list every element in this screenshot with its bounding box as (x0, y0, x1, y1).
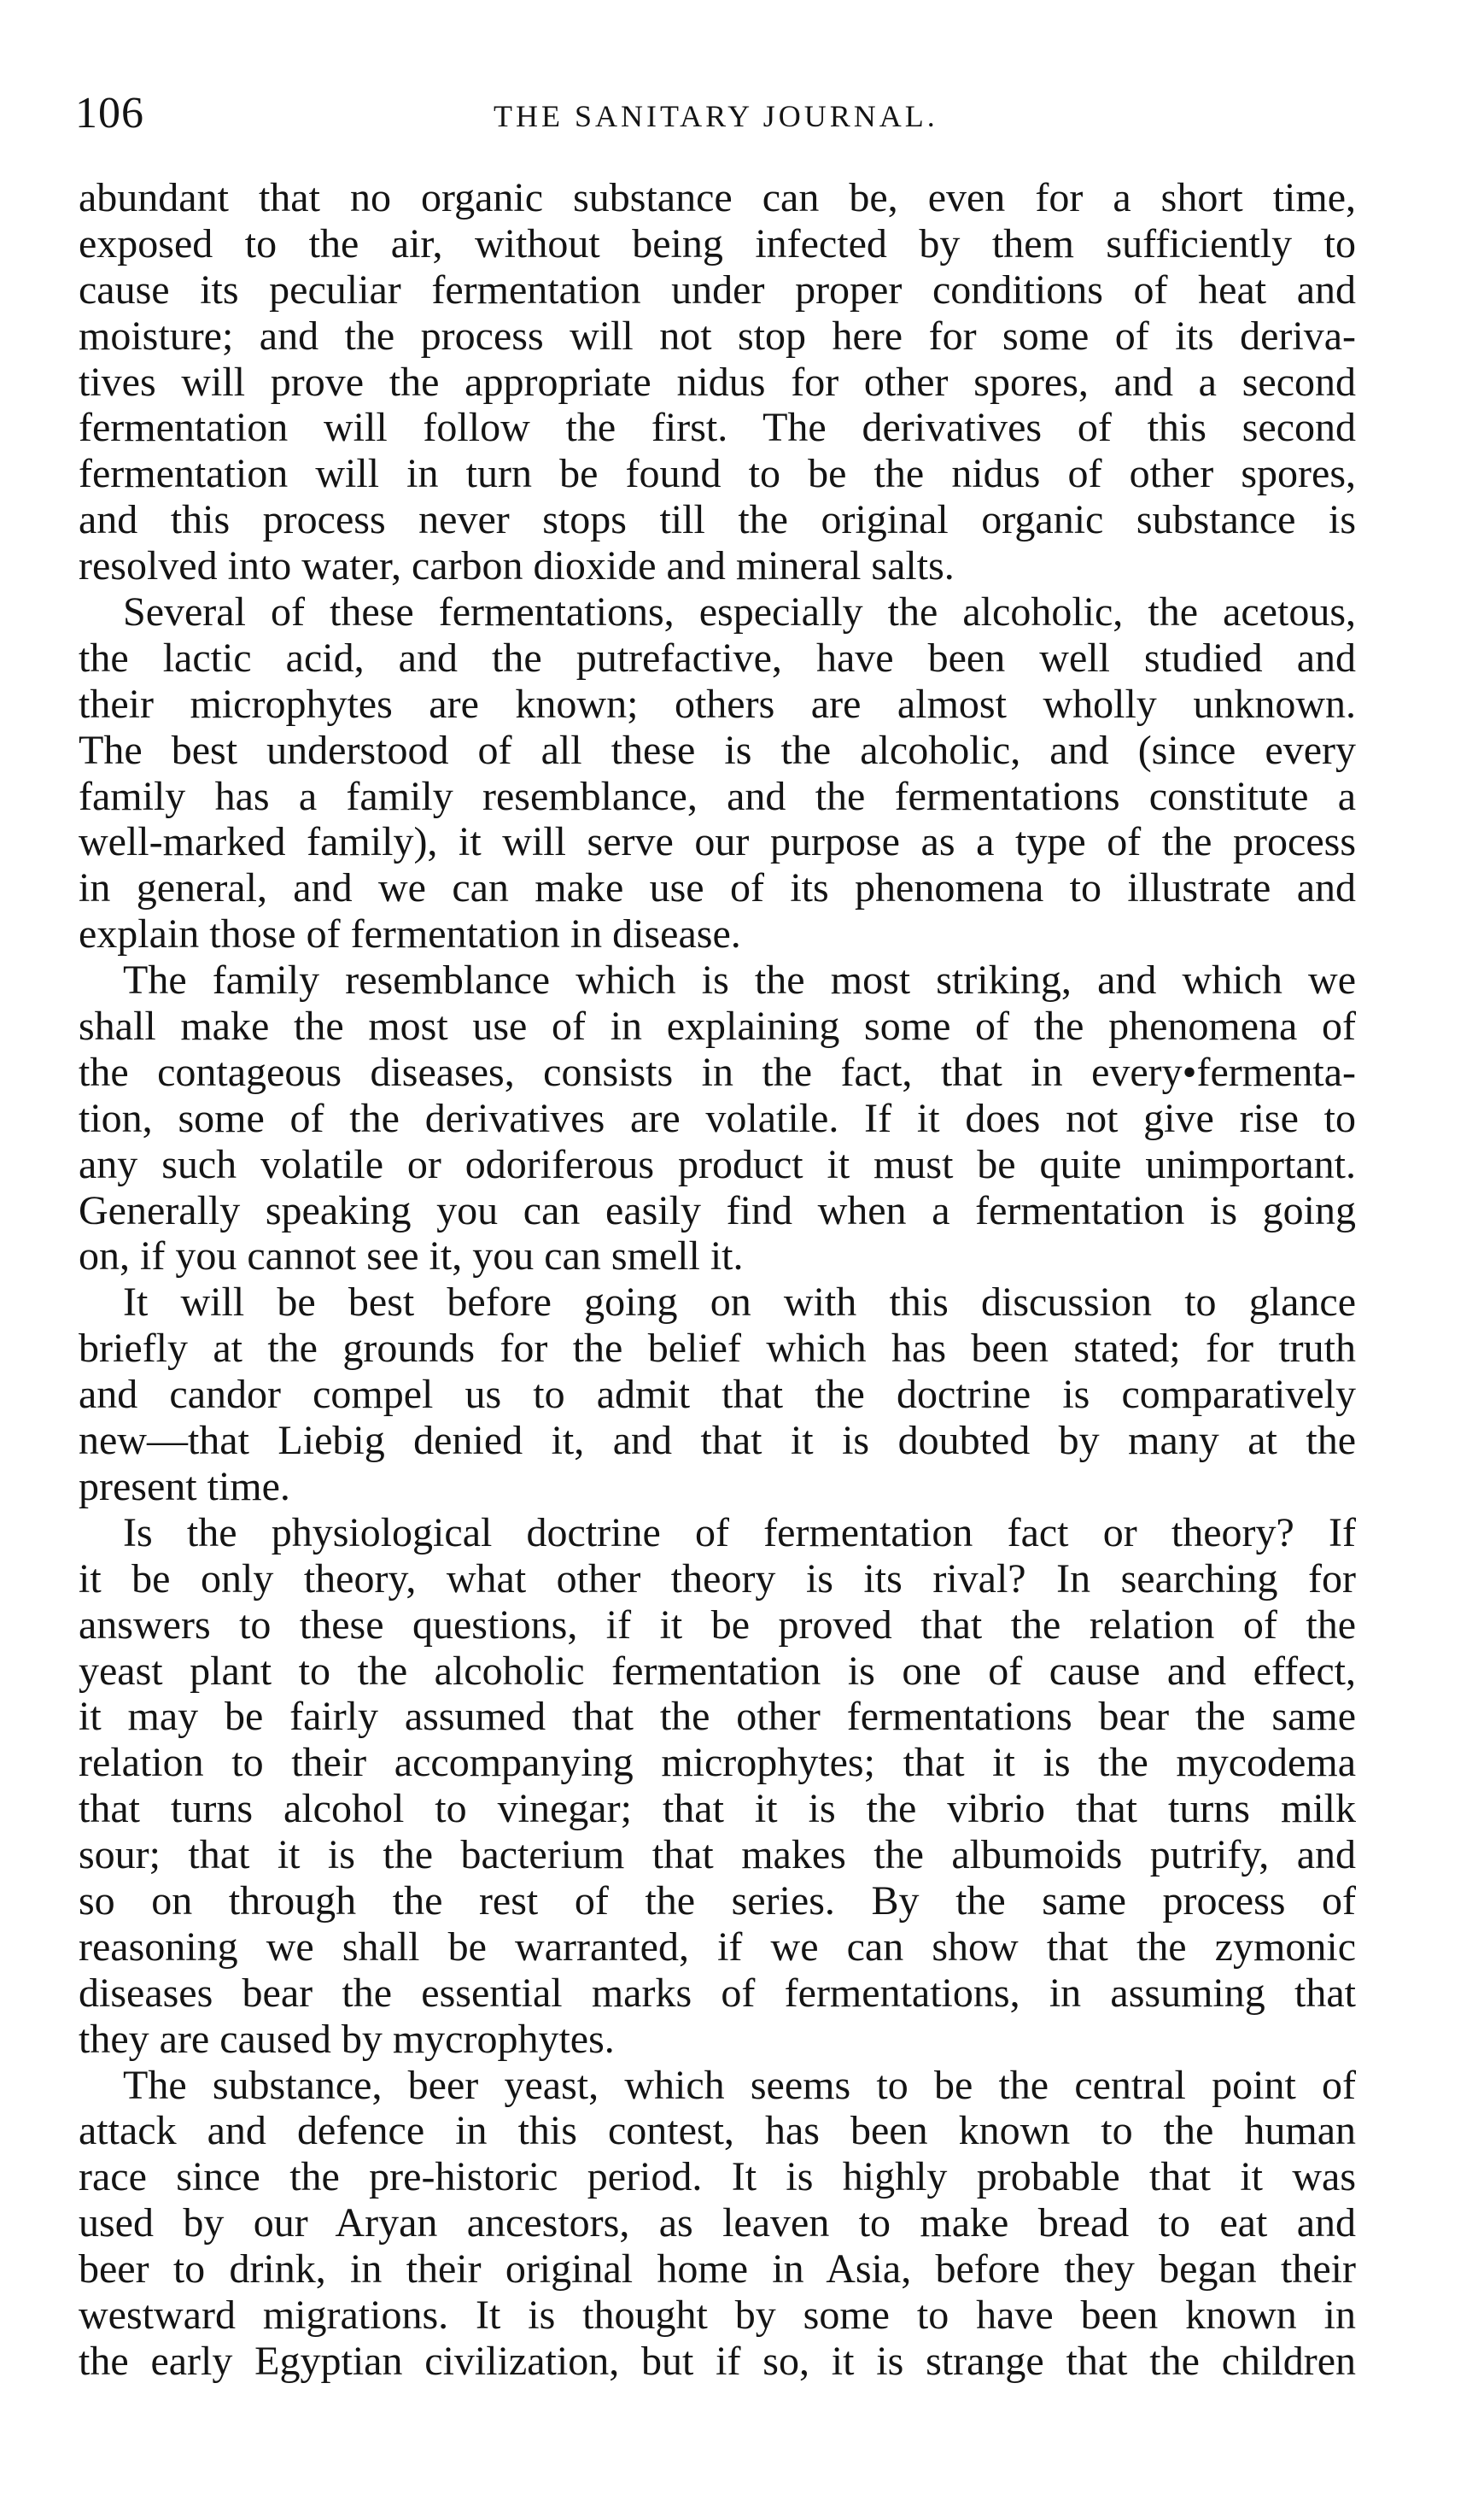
text-line: The substance, beer yeast, which seems to be the central point of (123, 2062, 1356, 2108)
text-line: attack and defence in this contest, has been known to the human (79, 2108, 1356, 2154)
text-line: on, if you cannot see it, you can smell it. (79, 1233, 744, 1279)
text-line: shall make the most use of in explaining some of the phenomena of (79, 1004, 1356, 1050)
body-text (79, 175, 1356, 2385)
text-line: the contageous diseases, consists in the fact, that in every•fermenta- (79, 1049, 1356, 1095)
text-line: new—that Liebig denied it, and that it is doubted by many at the (79, 1418, 1356, 1464)
paragraph (79, 957, 1356, 1279)
text-line: westward migrations. It is thought by some to have been known in (79, 2292, 1356, 2338)
text-line: reasoning we shall be warranted, if we can show that the zymonic (79, 1924, 1356, 1970)
text-line: the lactic acid, and the putrefactive, have been well studied and (79, 635, 1356, 681)
paragraph (79, 1279, 1356, 1509)
text-line: their microphytes are known; others are almost wholly unknown. (79, 681, 1356, 727)
text-line: the early Egyptian civilization, but if so, it is strange that the children (79, 2338, 1356, 2384)
text-line: yeast plant to the alcoholic fermentation is one of cause and effect, (79, 1648, 1356, 1694)
text-line: sour; that it is the bacterium that makes the albumoids putrify, and (79, 1832, 1356, 1878)
running-head (75, 84, 1356, 143)
text-line: tion, some of the derivatives are volatile. If it does not give rise to (79, 1095, 1356, 1141)
text-line: it may be fairly assumed that the other fermentations bear the same (79, 1694, 1356, 1740)
text-line: it be only theory, what other theory is its rival? In searching for (79, 1555, 1356, 1601)
text-line: and candor compel us to admit that the doctrine is comparatively (79, 1372, 1356, 1418)
text-line: diseases bear the essential marks of fermentations, in assuming that (79, 1970, 1356, 2016)
text-line: exposed to the air, without being infected by them sufficiently to (79, 220, 1356, 266)
text-line: used by our Aryan ancestors, as leaven to make bread to eat and (79, 2200, 1356, 2246)
text-line: resolved into water, carbon dioxide and mineral salts. (79, 543, 955, 589)
text-line: family has a family resemblance, and the fermentations constitute a (79, 773, 1356, 819)
paragraph (79, 1510, 1356, 2063)
text-line: relation to their accompanying microphytes; that it is the mycodema (79, 1740, 1356, 1786)
text-line: beer to drink, in their original home in Asia, before they began their (79, 2246, 1356, 2292)
text-line: in general, and we can make use of its phenomena to illustrate and (79, 865, 1356, 911)
text-line: cause its peculiar fermentation under proper conditions of heat and (79, 266, 1356, 313)
page-number: 106 (75, 89, 144, 138)
paragraph (79, 175, 1356, 589)
text-line: Generally speaking you can easily find when a fermentation is going (79, 1187, 1356, 1233)
text-line: and this process never stops till the original organic substance is (79, 497, 1356, 543)
text-line: The best understood of all these is the alcoholic, and (since every (79, 727, 1356, 773)
text-line: fermentation will follow the first. The derivatives of this second (79, 405, 1356, 451)
text-line: briefly at the grounds for the belief which has been stated; for truth (79, 1326, 1356, 1372)
text-line: The family resemblance which is the most striking, and which we (123, 957, 1356, 1004)
text-line: so on through the rest of the series. By the same process of (79, 1877, 1356, 1924)
text-line: tives will prove the appropriate nidus for other spores, and a second (79, 359, 1356, 405)
text-line: race since the pre-historic period. It is highly probable that it was (79, 2154, 1356, 2200)
text-line: answers to these questions, if it be proved that the relation of the (79, 1601, 1356, 1648)
text-line: explain those of fermentation in disease. (79, 911, 741, 957)
text-line: that turns alcohol to vinegar; that it is the vibrio that turns milk (79, 1786, 1356, 1832)
text-line: Several of these fermentations, especially the alcoholic, the acetous, (123, 589, 1356, 635)
paragraph (79, 589, 1356, 957)
text-line: Is the physiological doctrine of fermentation fact or theory? If (123, 1509, 1356, 1555)
text-line: present time. (79, 1463, 290, 1509)
text-line: any such volatile or odoriferous product it must be quite unimportant. (79, 1141, 1356, 1187)
text-line: they are caused by mycrophytes. (79, 2016, 615, 2062)
text-line: moisture; and the process will not stop here for some of its deriva- (79, 313, 1356, 359)
paragraph (79, 2063, 1356, 2385)
text-line: It will be best before going on with this discussion to glance (123, 1279, 1356, 1326)
text-line: well-marked family), it will serve our purpose as a type of the process (79, 819, 1356, 865)
journal-title: THE SANITARY JOURNAL. (494, 99, 938, 133)
text-line: abundant that no organic substance can be, even for a short time, (79, 175, 1356, 220)
text-line: fermentation will in turn be found to be the nidus of other spores, (79, 451, 1356, 497)
